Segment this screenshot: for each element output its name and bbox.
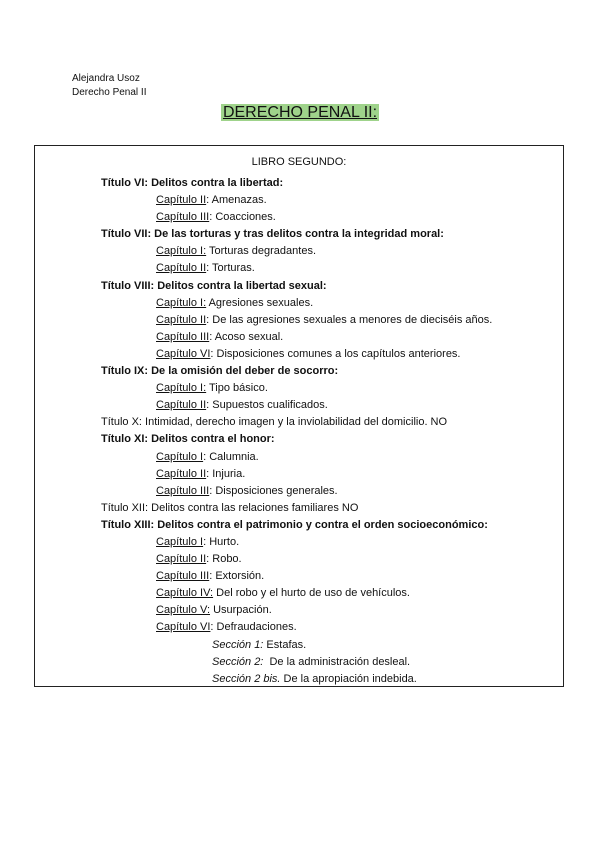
chapter-text: : Supuestos cualificados. [206,399,328,412]
course-name: Derecho Penal II [72,87,147,98]
chapter-text: : Injuria. [206,467,246,480]
chapter-key: Capítulo III [156,570,210,583]
title-xiii: Título XIII: Delitos contra el patrimonio y contra el orden socioeconómico: [101,518,488,531]
section-text: Estafas. [263,638,307,651]
section-line [35,654,563,671]
chapter-line [35,397,563,414]
chapter-text: : Hurto. [203,535,240,548]
section-text: De la apropiación indebida. [280,672,417,685]
title-vii: Título VII: De las torturas y tras delitos contra la integridad moral: [101,228,444,241]
chapter-key: Capítulo I: [156,382,207,395]
section-line [35,637,563,654]
chapter-text: : Extorsión. [209,570,265,583]
title-vi: Título VI: Delitos contra la libertad: [101,177,284,189]
chapter-text: : Calumnia. [203,450,259,463]
chapter-key: Capítulo IV: [156,587,214,600]
chapter-key: Capítulo I [156,535,204,548]
chapter-line [35,192,563,209]
chapter-key: Capítulo VI [156,621,211,634]
section-key: Sección 1: [212,638,264,651]
chapter-line [35,466,563,483]
document-header [72,72,147,100]
chapter-text: : Coacciones. [209,211,276,224]
author-name: Alejandra Usoz [72,73,140,84]
chapter-line [35,568,563,585]
chapter-line [35,534,563,551]
chapter-line [35,551,563,568]
chapter-key: Capítulo III [156,330,210,343]
section-key: Sección 2: [212,655,264,668]
title-xi: Título XI: Delitos contra el honor: [101,433,275,446]
section-key: Sección 2 bis. [212,672,281,685]
chapter-text: Del robo y el hurto de uso de vehículos. [213,587,410,600]
title-viii: Título VIII: Delitos contra la libertad sexual: [101,279,327,292]
title-x: Título X: Intimidad, derecho imagen y la inviolabilidad del domicilio. NO [101,416,448,429]
chapter-key: Capítulo II [156,262,207,275]
chapter-line [35,346,563,363]
chapter-line [35,260,563,277]
chapter-text: : Amenazas. [206,194,267,207]
chapter-line [35,380,563,397]
chapter-text: : Robo. [206,553,242,566]
chapter-key: Capítulo III [156,211,210,224]
page-title: DERECHO PENAL II: [222,104,378,121]
chapter-line [35,243,563,260]
chapter-text: : Defraudaciones. [210,621,297,634]
chapter-key: Capítulo III [156,484,210,497]
section-line [35,671,563,688]
chapter-key: Capítulo VI [156,347,211,360]
chapter-text: Usurpación. [210,604,272,617]
chapter-key: Capítulo V: [156,604,211,617]
chapter-key: Capítulo II [156,399,207,412]
chapter-text: : Disposiciones generales. [209,484,338,497]
chapter-text: : Acoso sexual. [209,330,284,343]
chapter-line [35,602,563,619]
index-list [35,175,563,688]
chapter-text: : De las agresiones sexuales a menores de dieciséis años. [206,313,493,326]
chapter-key: Capítulo II [156,313,207,326]
chapter-line [35,329,563,346]
chapter-text: : Disposiciones comunes a los capítulos anteriores. [210,347,461,360]
index-box [34,145,564,687]
book-heading: LIBRO SEGUNDO: [251,156,347,168]
chapter-text: Tipo básico. [206,382,268,395]
chapter-text: Torturas degradantes. [206,245,317,258]
title-ix: Título IX: De la omisión del deber de socorro: [101,365,339,378]
chapter-line [35,295,563,312]
chapter-key: Capítulo II [156,553,207,566]
page-title-wrap [0,103,600,123]
chapter-key: Capítulo I: [156,245,207,258]
chapter-line [35,449,563,466]
chapter-line [35,209,563,226]
chapter-key: Capítulo I: [156,296,207,309]
chapter-line [35,312,563,329]
chapter-line [35,585,563,602]
chapter-line [35,619,563,636]
title-xii: Título XII: Delitos contra las relaciones familiares NO [101,501,359,514]
chapter-key: Capítulo II [156,194,207,207]
chapter-text: Agresiones sexuales. [206,296,314,309]
chapter-key: Capítulo II [156,467,207,480]
chapter-text: : Torturas. [206,262,255,275]
section-text: De la administración desleal. [263,655,411,668]
chapter-key: Capítulo I [156,450,204,463]
chapter-line [35,483,563,500]
